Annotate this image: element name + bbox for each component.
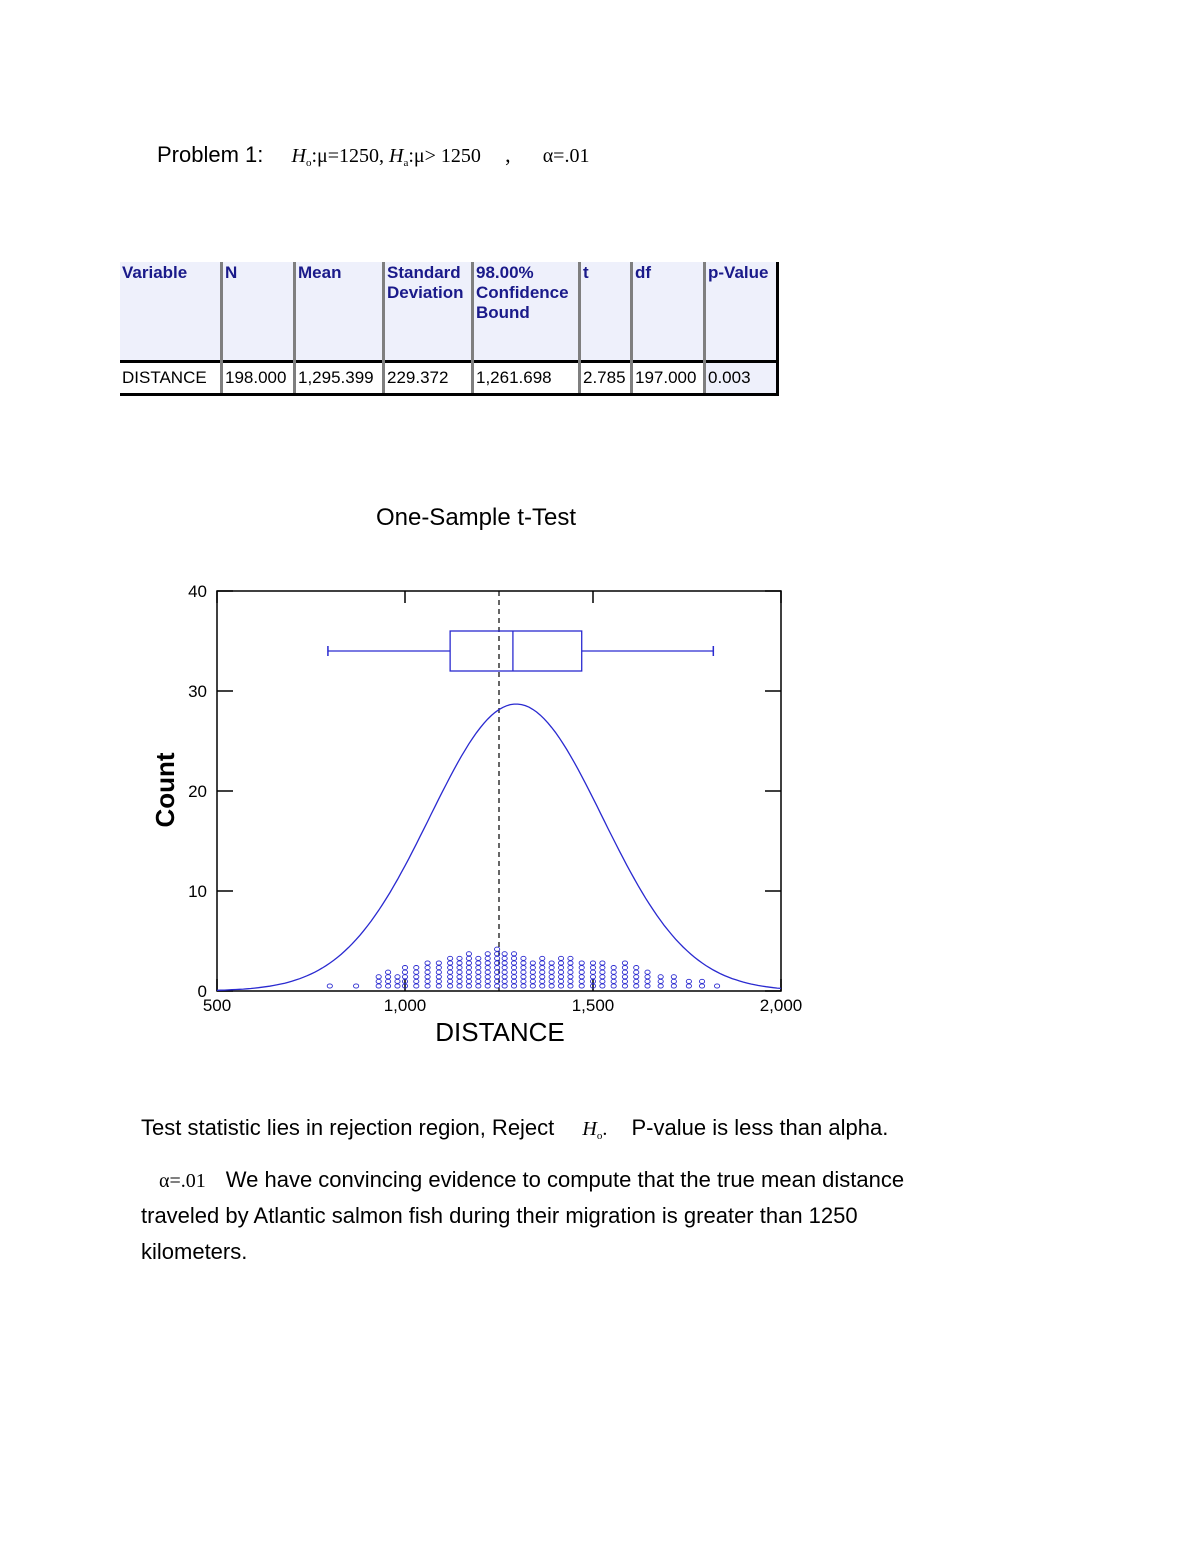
data-point [485, 970, 490, 974]
h0-dot: . [602, 1118, 608, 1140]
data-point [485, 966, 490, 970]
data-point [558, 961, 563, 965]
data-point [485, 961, 490, 965]
data-point [385, 975, 390, 979]
data-point [530, 961, 535, 965]
data-point [511, 956, 516, 960]
alpha-level-2: α=.01 [159, 1170, 206, 1192]
x-tick-label: 1,000 [383, 996, 427, 1015]
data-point [540, 956, 545, 960]
data-point [485, 979, 490, 983]
data-point [414, 984, 419, 988]
data-point [511, 966, 516, 970]
y-tick-label: 0 [197, 982, 207, 1001]
data-point [568, 979, 573, 983]
data-point [686, 984, 691, 988]
data-point [466, 961, 471, 965]
data-point [540, 966, 545, 970]
data-point [485, 984, 490, 988]
data-point [476, 956, 481, 960]
data-point [622, 961, 627, 965]
data-point [457, 966, 462, 970]
data-point [530, 984, 535, 988]
data-point [549, 984, 554, 988]
data-point [457, 984, 462, 988]
data-point [457, 975, 462, 979]
data-point [448, 970, 453, 974]
data-point [530, 966, 535, 970]
data-point [568, 956, 573, 960]
data-point [622, 979, 627, 983]
data-point [495, 975, 500, 979]
data-point [402, 970, 407, 974]
data-point [645, 975, 650, 979]
data-point [686, 979, 691, 983]
data-point [511, 970, 516, 974]
data-point [579, 979, 584, 983]
data-point [466, 984, 471, 988]
data-point [540, 961, 545, 965]
ha-rest: :μ> 1250 [408, 145, 481, 167]
data-point [568, 970, 573, 974]
data-point [457, 979, 462, 983]
data-point [600, 975, 605, 979]
data-point [558, 956, 563, 960]
conclusion-line-3: traveled by Atlantic salmon fish during their migration is greater than 1250 [141, 1203, 858, 1228]
data-point [530, 970, 535, 974]
conclusion-text-b: P-value is less than alpha. [631, 1115, 889, 1140]
data-point [485, 952, 490, 956]
table-header-row [120, 262, 778, 362]
data-point [511, 975, 516, 979]
h0-rest: :μ=1250, [311, 145, 385, 167]
data-point [436, 970, 441, 974]
data-point [558, 984, 563, 988]
data-point [549, 975, 554, 979]
data-point [611, 966, 616, 970]
data-point [634, 975, 639, 979]
conclusion-line-4: kilometers. [141, 1239, 248, 1264]
data-point [634, 984, 639, 988]
data-point [558, 979, 563, 983]
data-point [549, 970, 554, 974]
data-point [600, 970, 605, 974]
data-point [671, 975, 676, 979]
box-iqr [450, 631, 582, 671]
data-point [568, 966, 573, 970]
data-point [448, 966, 453, 970]
x-axis-label: DISTANCE [435, 1017, 565, 1047]
data-point [385, 984, 390, 988]
data-point [611, 979, 616, 983]
data-point [540, 970, 545, 974]
data-point [395, 984, 400, 988]
data-point [590, 961, 595, 965]
data-point [476, 984, 481, 988]
y-tick-label: 40 [188, 582, 207, 601]
data-point [502, 961, 507, 965]
data-point [414, 970, 419, 974]
t-test-chart [130, 495, 820, 1055]
h0-symbol: H [291, 145, 306, 167]
cell-t: 2.785 [580, 362, 632, 395]
y-tick-label: 10 [188, 882, 207, 901]
x-tick-label: 1,500 [571, 996, 615, 1015]
data-point [457, 956, 462, 960]
header-confidence-bound: 98.00% Confidence Bound [473, 262, 580, 362]
data-point [590, 975, 595, 979]
conclusion-text-a: Test statistic lies in rejection region, Reject [141, 1115, 555, 1140]
data-point [476, 975, 481, 979]
data-point [714, 984, 719, 988]
ha-symbol: H [389, 145, 404, 167]
data-point [485, 975, 490, 979]
y-axis-label: Count [150, 752, 180, 828]
data-point [579, 975, 584, 979]
data-point [634, 979, 639, 983]
h0-symbol-2: H [582, 1118, 597, 1140]
data-point [385, 979, 390, 983]
data-point [466, 952, 471, 956]
data-point [376, 975, 381, 979]
data-point [671, 979, 676, 983]
data-point [495, 966, 500, 970]
data-point [376, 984, 381, 988]
data-point [530, 975, 535, 979]
data-point [579, 970, 584, 974]
alpha-level: α=.01 [542, 145, 590, 167]
ha-subscript: a [403, 157, 409, 169]
data-point [395, 975, 400, 979]
data-point [611, 970, 616, 974]
data-point [699, 984, 704, 988]
data-point [495, 956, 500, 960]
data-point [568, 961, 573, 965]
data-point [511, 979, 516, 983]
data-point [521, 961, 526, 965]
data-point [448, 961, 453, 965]
data-point [579, 984, 584, 988]
data-point [448, 979, 453, 983]
data-point [645, 984, 650, 988]
data-point [502, 956, 507, 960]
data-point [521, 966, 526, 970]
data-point [540, 975, 545, 979]
data-point [600, 979, 605, 983]
h0-subscript: o [305, 157, 312, 169]
data-point [457, 970, 462, 974]
cell-p-value: 0.003 [705, 362, 778, 395]
data-point [502, 984, 507, 988]
data-point [579, 961, 584, 965]
header-std-dev: Standard Deviation [384, 262, 473, 362]
conclusion-text-2: We have convincing evidence to compute that the true mean distance [225, 1167, 905, 1192]
data-point [476, 979, 481, 983]
x-tick-label: 2,000 [759, 996, 803, 1015]
data-point [634, 970, 639, 974]
data-point [549, 961, 554, 965]
data-point [511, 961, 516, 965]
data-point [476, 966, 481, 970]
data-point [402, 966, 407, 970]
data-point [645, 970, 650, 974]
data-point [466, 966, 471, 970]
x-tick-label: 500 [202, 996, 232, 1015]
data-point [671, 984, 676, 988]
data-point [466, 979, 471, 983]
cell-mean: 1,295.399 [295, 362, 384, 395]
data-point [568, 975, 573, 979]
reject-h0 [582, 1118, 607, 1140]
data-point [436, 961, 441, 965]
data-point [436, 975, 441, 979]
data-point [622, 966, 627, 970]
data-point [376, 979, 381, 983]
cell-confidence-bound: 1,261.698 [473, 362, 580, 395]
data-point [558, 970, 563, 974]
data-point [521, 956, 526, 960]
data-point [549, 966, 554, 970]
hypotheses [292, 145, 481, 167]
chart-title: One-Sample t-Test [375, 504, 577, 531]
data-point [448, 984, 453, 988]
data-point [611, 984, 616, 988]
y-tick-label: 20 [188, 782, 207, 801]
data-point [448, 956, 453, 960]
separator: , [505, 142, 511, 167]
data-point [385, 970, 390, 974]
data-point [402, 975, 407, 979]
data-point [549, 979, 554, 983]
data-point [645, 979, 650, 983]
data-point [511, 952, 516, 956]
conclusion-line-2 [141, 1162, 904, 1199]
data-point [622, 975, 627, 979]
data-point [521, 975, 526, 979]
data-point [476, 970, 481, 974]
data-point [600, 984, 605, 988]
data-point [521, 984, 526, 988]
data-point [540, 979, 545, 983]
problem-label: Problem 1: [157, 142, 264, 167]
data-point [521, 979, 526, 983]
table-row [120, 362, 778, 395]
data-point [436, 984, 441, 988]
header-variable: Variable [120, 262, 222, 362]
data-point [530, 979, 535, 983]
data-point [558, 966, 563, 970]
h0-subscript-2: o [596, 1130, 603, 1142]
data-point [495, 947, 500, 951]
data-point [448, 975, 453, 979]
data-point [568, 984, 573, 988]
cell-std-dev: 229.372 [384, 362, 473, 395]
data-point [425, 975, 430, 979]
data-point [658, 984, 663, 988]
data-point [579, 966, 584, 970]
data-point [395, 979, 400, 983]
header-df: df [632, 262, 705, 362]
data-point [502, 979, 507, 983]
cell-df: 197.000 [632, 362, 705, 395]
data-point [414, 979, 419, 983]
data-point [414, 966, 419, 970]
t-test-table [120, 262, 779, 396]
data-point [476, 961, 481, 965]
data-point [699, 979, 704, 983]
problem-statement [157, 142, 589, 169]
data-point [327, 984, 332, 988]
header-p-value: p-Value [705, 262, 778, 362]
data-point [502, 975, 507, 979]
data-point [425, 984, 430, 988]
data-point [436, 966, 441, 970]
header-n: N [222, 262, 295, 362]
data-point [466, 956, 471, 960]
data-point [521, 970, 526, 974]
data-point [511, 984, 516, 988]
data-point [611, 975, 616, 979]
data-point [354, 984, 359, 988]
data-point [414, 975, 419, 979]
data-point [502, 970, 507, 974]
data-point [425, 970, 430, 974]
data-point [540, 984, 545, 988]
data-point [425, 979, 430, 983]
data-point [485, 956, 490, 960]
data-point [495, 984, 500, 988]
data-point [457, 961, 462, 965]
data-point [600, 966, 605, 970]
data-point [600, 961, 605, 965]
data-point [634, 966, 639, 970]
cell-variable: DISTANCE [120, 362, 222, 395]
data-point [425, 966, 430, 970]
cell-n: 198.000 [222, 362, 295, 395]
y-tick-label: 30 [188, 682, 207, 701]
data-point [590, 970, 595, 974]
data-point [466, 970, 471, 974]
header-mean: Mean [295, 262, 384, 362]
data-point [466, 975, 471, 979]
data-point [590, 966, 595, 970]
data-point [425, 961, 430, 965]
data-point [436, 979, 441, 983]
data-point [658, 979, 663, 983]
data-point [622, 970, 627, 974]
conclusion-line-1 [141, 1110, 888, 1154]
data-point [558, 975, 563, 979]
data-point [502, 952, 507, 956]
header-t: t [580, 262, 632, 362]
data-point [622, 984, 627, 988]
data-point [658, 975, 663, 979]
data-point [502, 966, 507, 970]
